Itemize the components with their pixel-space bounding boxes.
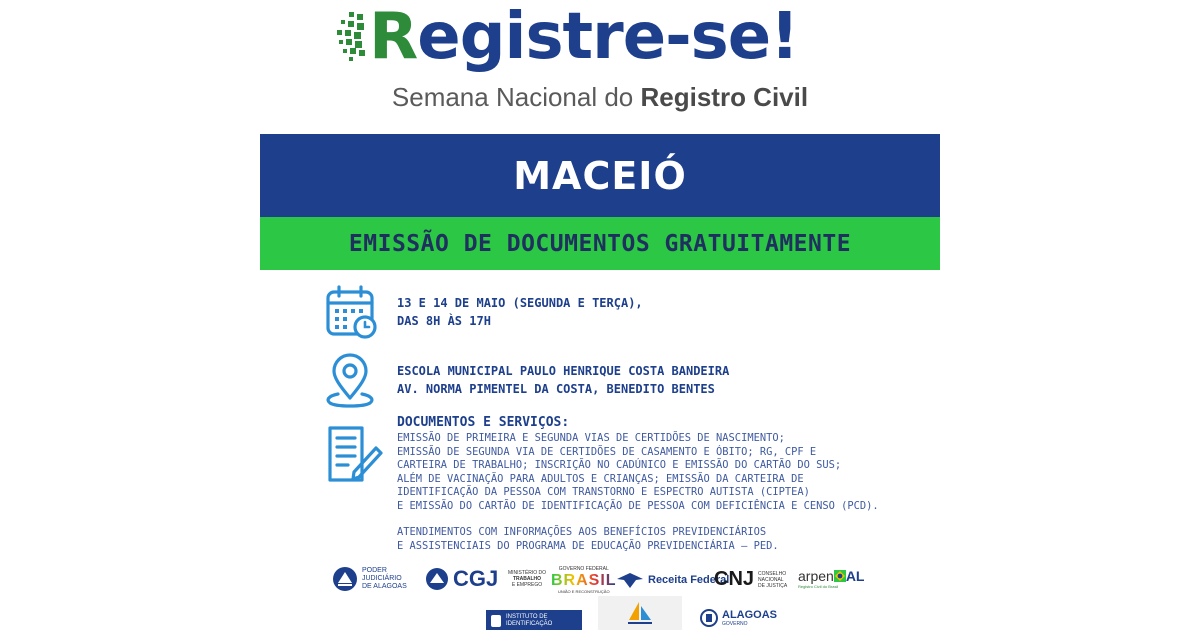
cgj-seal-icon [425, 567, 449, 591]
location-pin-icon [322, 352, 378, 410]
mte-logo [508, 570, 546, 588]
documents-list [397, 432, 879, 514]
partner-sail-logo [598, 596, 682, 630]
alagoas-sub: GOVERNO [722, 621, 748, 627]
event-title-initial: R [369, 0, 418, 74]
receita-text: Receita Federal [648, 574, 730, 586]
arpen-flag-icon [834, 570, 846, 582]
alagoas-crest-icon [700, 609, 718, 627]
sail-icon [625, 600, 655, 626]
alagoas-text: ALAGOAS [722, 609, 777, 621]
tagline-banner [260, 217, 940, 270]
tj-line: DE ALAGOAS [362, 583, 407, 590]
tj-alagoas-logo [332, 566, 407, 592]
arpen-sub: Registro Civil do Brasil [798, 584, 839, 589]
documents-line: CARTEIRA DE TRABALHO; INSCRIÇÃO NO CADÚNICO E EMISSÃO DO CARTÃO DO SUS; [397, 459, 842, 472]
calendar-icon [324, 284, 380, 340]
arpen-logo [798, 568, 864, 589]
cnj-line: NACIONAL [758, 576, 784, 583]
cgj-logo [425, 566, 498, 592]
arpen-al-text: AL [845, 568, 865, 584]
location-text [397, 362, 729, 398]
location-school: ESCOLA MUNICIPAL PAULO HENRIQUE COSTA BANDEIRA [397, 364, 730, 378]
subtitle-bold: Registro Civil [640, 82, 809, 112]
instituto-emblem-icon [490, 614, 502, 628]
instituto-identificacao-logo [486, 610, 582, 630]
tagline: EMISSÃO DE DOCUMENTOS GRATUITAMENTE [348, 230, 852, 257]
receita-federal-logo [616, 571, 729, 589]
city-name: MACEIÓ [513, 153, 687, 198]
attendance-note [397, 526, 779, 553]
documents-line: EMISSÃO DE PRIMEIRA E SEGUNDA VIAS DE CERTIDÕES DE NASCIMENTO; [397, 432, 785, 444]
schedule-text [397, 294, 643, 330]
documents-heading: DOCUMENTOS E SERVIÇOS: [397, 415, 570, 430]
cnj-text: CNJ [714, 568, 755, 590]
instituto-line: IDENTIFICAÇÃO [506, 621, 553, 627]
attendance-line: ATENDIMENTOS COM INFORMAÇÕES AOS BENEFÍCIOS PREVIDENCIÁRIOS [397, 526, 767, 538]
cnj-line: DE JUSTIÇA [758, 582, 788, 589]
arpen-text: arpen [798, 568, 834, 584]
tj-line: JUDICIÁRIO [362, 575, 402, 582]
documents-line: EMISSÃO DE SEGUNDA VIA DE CERTIDÕES DE CASAMENTO E ÓBITO; RG, CPF E [397, 445, 817, 458]
mte-line: E EMPREGO [511, 582, 543, 588]
event-title [369, 0, 798, 76]
tj-seal-icon [332, 566, 358, 592]
city-banner [260, 134, 940, 217]
cgj-text: CGJ [453, 566, 499, 591]
schedule-date: 13 E 14 DE MAIO (SEGUNDA E TERÇA), [397, 296, 643, 310]
event-title-rest: egistre-se! [417, 0, 799, 74]
mte-line: TRABALHO [513, 576, 542, 582]
governo-federal-logo [551, 566, 617, 594]
location-address: AV. NORMA PIMENTEL DA COSTA, BENEDITO BENTES [397, 382, 715, 396]
event-subtitle [0, 82, 1200, 113]
registre-se-logo [335, 0, 875, 74]
attendance-line: E ASSISTENCIAIS DO PROGRAMA DE EDUCAÇÃO PREVIDENCIÁRIA – PED. [397, 539, 779, 552]
cnj-logo [714, 568, 787, 591]
mte-line: MINISTÉRIO DO [508, 570, 547, 576]
tj-line: PODER [362, 567, 387, 574]
schedule-hours: DAS 8H ÀS 17H [397, 314, 491, 328]
cnj-line: CONSELHO [758, 570, 787, 577]
instituto-line: INSTITUTO DE [506, 614, 548, 620]
alagoas-governo-logo [700, 609, 777, 627]
gov-bottom: UNIÃO E RECONSTRUÇÃO [558, 589, 610, 594]
document-pen-icon [324, 424, 384, 486]
receita-eagle-icon [616, 571, 644, 589]
documents-line: E EMISSÃO DO CARTÃO DE IDENTIFICAÇÃO DE PESSOA COM DEFICIÊNCIA E CENSO (PCD). [397, 499, 879, 512]
gov-top: GOVERNO FEDERAL [558, 566, 609, 572]
subtitle-light: Semana Nacional do [391, 82, 641, 112]
brasil-text: BRASIL [551, 572, 617, 589]
documents-line: ALÉM DE VACINAÇÃO PARA ADULTOS E CRIANÇAS; EMISSÃO DA CARTEIRA DE [397, 472, 804, 485]
documents-line: IDENTIFICAÇÃO DA PESSOA COM TRANSTORNO E ESPECTRO AUTISTA (CIPTEA) [397, 486, 810, 499]
